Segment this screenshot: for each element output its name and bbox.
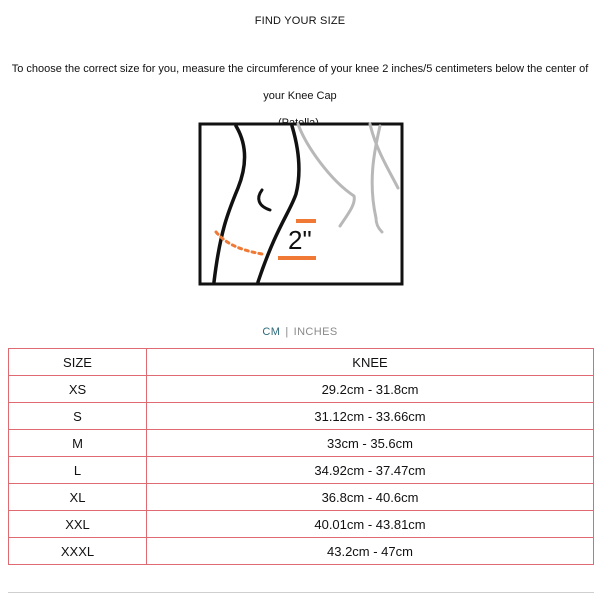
measure-label: 2" [288,225,312,255]
size-cell: S [9,403,147,430]
size-cell: XXL [9,511,147,538]
table-row [9,511,594,538]
unit-separator: | [285,326,289,338]
table-row [9,457,594,484]
table-row [9,430,594,457]
unit-toggle [0,326,600,338]
knee-cell: 36.8cm - 40.6cm [147,484,594,511]
measure-marker-bottom [278,256,316,260]
table-row [9,376,594,403]
size-cell: XS [9,376,147,403]
unit-inches-option[interactable]: INCHES [293,326,338,338]
instructions-line-1: To choose the correct size for you, measure the circumference of your knee 2 inches/5 centimeters below the center of your Knee Cap [11,63,589,102]
table-row [9,403,594,430]
size-cell: M [9,430,147,457]
column-header-size: SIZE [9,349,147,376]
measure-marker-top [296,219,316,223]
size-cell: XXXL [9,538,147,565]
knee-measurement-illustration [198,122,404,286]
column-header-knee: KNEE [147,349,594,376]
page-title: FIND YOUR SIZE [254,15,346,27]
size-chart-table [8,348,594,565]
table-row [9,538,594,565]
unit-cm-option[interactable]: CM [262,326,281,338]
footer-divider [8,592,594,593]
table-header-row [9,349,594,376]
size-cell: L [9,457,147,484]
size-cell: XL [9,484,147,511]
table-row [9,484,594,511]
knee-cell: 43.2cm - 47cm [147,538,594,565]
knee-cell: 31.12cm - 33.66cm [147,403,594,430]
knee-cell: 34.92cm - 37.47cm [147,457,594,484]
knee-cell: 40.01cm - 43.81cm [147,511,594,538]
knee-cell: 29.2cm - 31.8cm [147,376,594,403]
knee-cell: 33cm - 35.6cm [147,430,594,457]
